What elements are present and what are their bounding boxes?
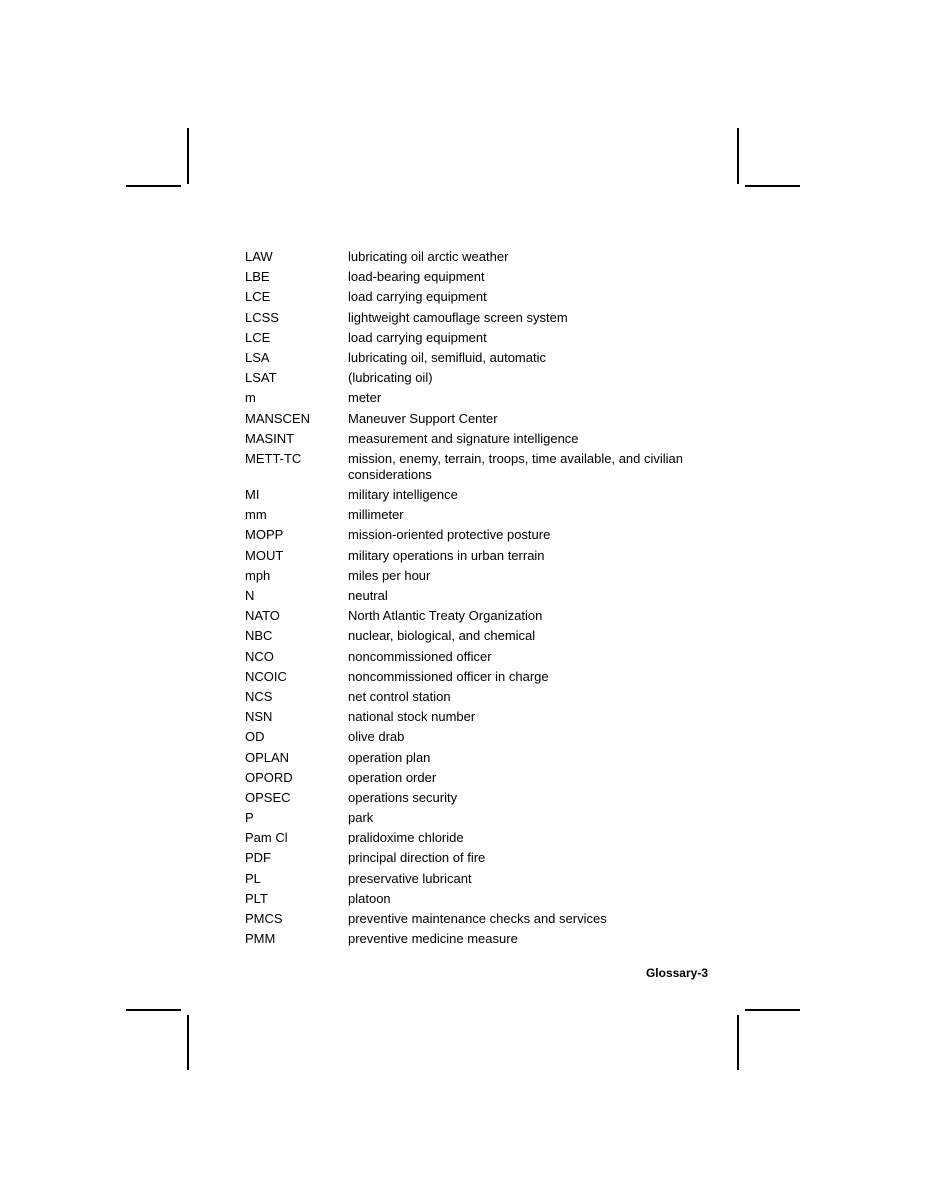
glossary-definition: North Atlantic Treaty Organization xyxy=(348,608,543,624)
glossary-entry xyxy=(245,770,685,786)
glossary-term: OPLAN xyxy=(245,749,290,765)
glossary-definition: miles per hour xyxy=(348,567,431,583)
glossary-definition: Maneuver Support Center xyxy=(348,410,498,426)
glossary-entry xyxy=(245,289,685,305)
glossary-term: MOPP xyxy=(245,527,284,543)
glossary-definition: national stock number xyxy=(348,709,476,725)
glossary-entry xyxy=(245,431,685,447)
glossary-term: OD xyxy=(245,729,265,745)
glossary-definition: measurement and signature intelligence xyxy=(348,430,579,446)
crop-mark-bottom-left-vertical xyxy=(187,1015,189,1070)
glossary-term: NSN xyxy=(245,709,273,725)
glossary-term: NCS xyxy=(245,688,273,704)
glossary-entry xyxy=(245,310,685,326)
glossary-term: NBC xyxy=(245,628,273,644)
glossary-definition: preventive medicine measure xyxy=(348,931,518,947)
glossary-entry xyxy=(245,810,685,826)
glossary-term: LBE xyxy=(245,269,270,285)
glossary-definition: noncommissioned officer in charge xyxy=(348,668,549,684)
glossary-term: LCE xyxy=(245,329,271,345)
glossary-term: NATO xyxy=(245,608,280,624)
glossary-term: mm xyxy=(245,507,267,523)
glossary-entry xyxy=(245,608,685,624)
glossary-term: NCO xyxy=(245,648,274,664)
glossary-definition: olive drab xyxy=(348,729,405,745)
glossary-definition: preservative lubricant xyxy=(348,870,472,886)
glossary-definition: preventive maintenance checks and services xyxy=(348,911,607,926)
glossary-entry xyxy=(245,527,685,543)
glossary-definition: (lubricating oil) xyxy=(348,370,433,386)
glossary-entry xyxy=(245,891,685,907)
glossary-term: PLT xyxy=(245,890,268,906)
glossary-definition: lubricating oil, semifluid, automatic xyxy=(348,349,546,365)
glossary-entry xyxy=(245,451,685,483)
glossary-definition: mission, enemy, terrain, troops, time available, and civilian considerations xyxy=(348,450,684,482)
glossary-entry xyxy=(245,350,685,366)
glossary-entry xyxy=(245,568,685,584)
glossary-entry xyxy=(245,269,685,285)
glossary-definition: meter xyxy=(348,390,382,406)
glossary-definition: noncommissioned officer xyxy=(348,648,492,664)
crop-mark-top-right-horizontal xyxy=(745,185,800,187)
glossary-entry xyxy=(245,911,685,927)
glossary-definition: pralidoxime chloride xyxy=(348,830,464,846)
glossary-term: PMCS xyxy=(245,911,283,926)
crop-mark-top-left-vertical xyxy=(187,128,189,184)
glossary-term: METT-TC xyxy=(245,450,302,466)
glossary-definition: military intelligence xyxy=(348,487,458,503)
crop-mark-top-right-vertical xyxy=(737,128,739,184)
glossary-entry xyxy=(245,931,685,947)
glossary-definition: operation plan xyxy=(348,749,431,765)
glossary-entry xyxy=(245,370,685,386)
glossary-definition: load-bearing equipment xyxy=(348,269,485,285)
glossary-entry xyxy=(245,830,685,846)
glossary-entry xyxy=(245,689,685,705)
page-number: Glossary-3 xyxy=(645,966,708,980)
glossary-definition: platoon xyxy=(348,890,391,906)
glossary-definition: military operations in urban terrain xyxy=(348,547,545,563)
glossary-definition: lightweight camouflage screen system xyxy=(348,309,568,325)
glossary-term: P xyxy=(245,810,254,826)
glossary-term: m xyxy=(245,390,256,406)
glossary-definition: millimeter xyxy=(348,507,404,523)
glossary-definition: operation order xyxy=(348,769,437,785)
crop-mark-bottom-right-horizontal xyxy=(745,1009,800,1011)
glossary-term: NCOIC xyxy=(245,668,287,684)
glossary-entry xyxy=(245,750,685,766)
glossary-term: MASINT xyxy=(245,430,295,446)
glossary-entry xyxy=(245,790,685,806)
glossary-term: LSAT xyxy=(245,370,277,386)
glossary-entry xyxy=(245,390,685,406)
glossary-term: LAW xyxy=(245,249,273,264)
glossary-definition: load carrying equipment xyxy=(348,289,487,305)
glossary-entry xyxy=(245,871,685,887)
glossary-term: MANSCEN xyxy=(245,410,311,426)
glossary-term: MI xyxy=(245,487,260,503)
glossary-list xyxy=(245,249,685,951)
glossary-term: PMM xyxy=(245,931,276,947)
glossary-definition: operations security xyxy=(348,789,458,805)
glossary-entry xyxy=(245,487,685,503)
glossary-entry xyxy=(245,729,685,745)
glossary-definition: park xyxy=(348,810,374,826)
glossary-term: OPSEC xyxy=(245,789,291,805)
glossary-definition: principal direction of fire xyxy=(348,850,486,866)
glossary-entry xyxy=(245,709,685,725)
glossary-term: LCSS xyxy=(245,309,279,325)
glossary-entry xyxy=(245,588,685,604)
glossary-entry xyxy=(245,330,685,346)
glossary-term: LCE xyxy=(245,289,271,305)
crop-mark-top-left-horizontal xyxy=(126,185,181,187)
glossary-entry xyxy=(245,628,685,644)
glossary-entry xyxy=(245,850,685,866)
glossary-term: N xyxy=(245,588,255,603)
crop-mark-bottom-right-vertical xyxy=(737,1015,739,1070)
crop-mark-bottom-left-horizontal xyxy=(126,1009,181,1011)
glossary-definition: neutral xyxy=(348,588,388,603)
glossary-definition: lubricating oil arctic weather xyxy=(348,249,509,264)
glossary-entry xyxy=(245,249,685,265)
glossary-definition: nuclear, biological, and chemical xyxy=(348,628,536,644)
glossary-entry xyxy=(245,507,685,523)
glossary-entry xyxy=(245,411,685,427)
glossary-term: LSA xyxy=(245,349,270,365)
glossary-definition: net control station xyxy=(348,688,451,704)
glossary-definition: load carrying equipment xyxy=(348,329,487,345)
glossary-term: PL xyxy=(245,870,261,886)
glossary-entry xyxy=(245,548,685,564)
glossary-term: PDF xyxy=(245,850,271,866)
glossary-term: mph xyxy=(245,567,271,583)
glossary-entry xyxy=(245,669,685,685)
glossary-term: Pam Cl xyxy=(245,830,288,846)
glossary-term: MOUT xyxy=(245,547,284,563)
glossary-entry xyxy=(245,649,685,665)
glossary-definition: mission-oriented protective posture xyxy=(348,527,551,543)
glossary-term: OPORD xyxy=(245,769,293,785)
